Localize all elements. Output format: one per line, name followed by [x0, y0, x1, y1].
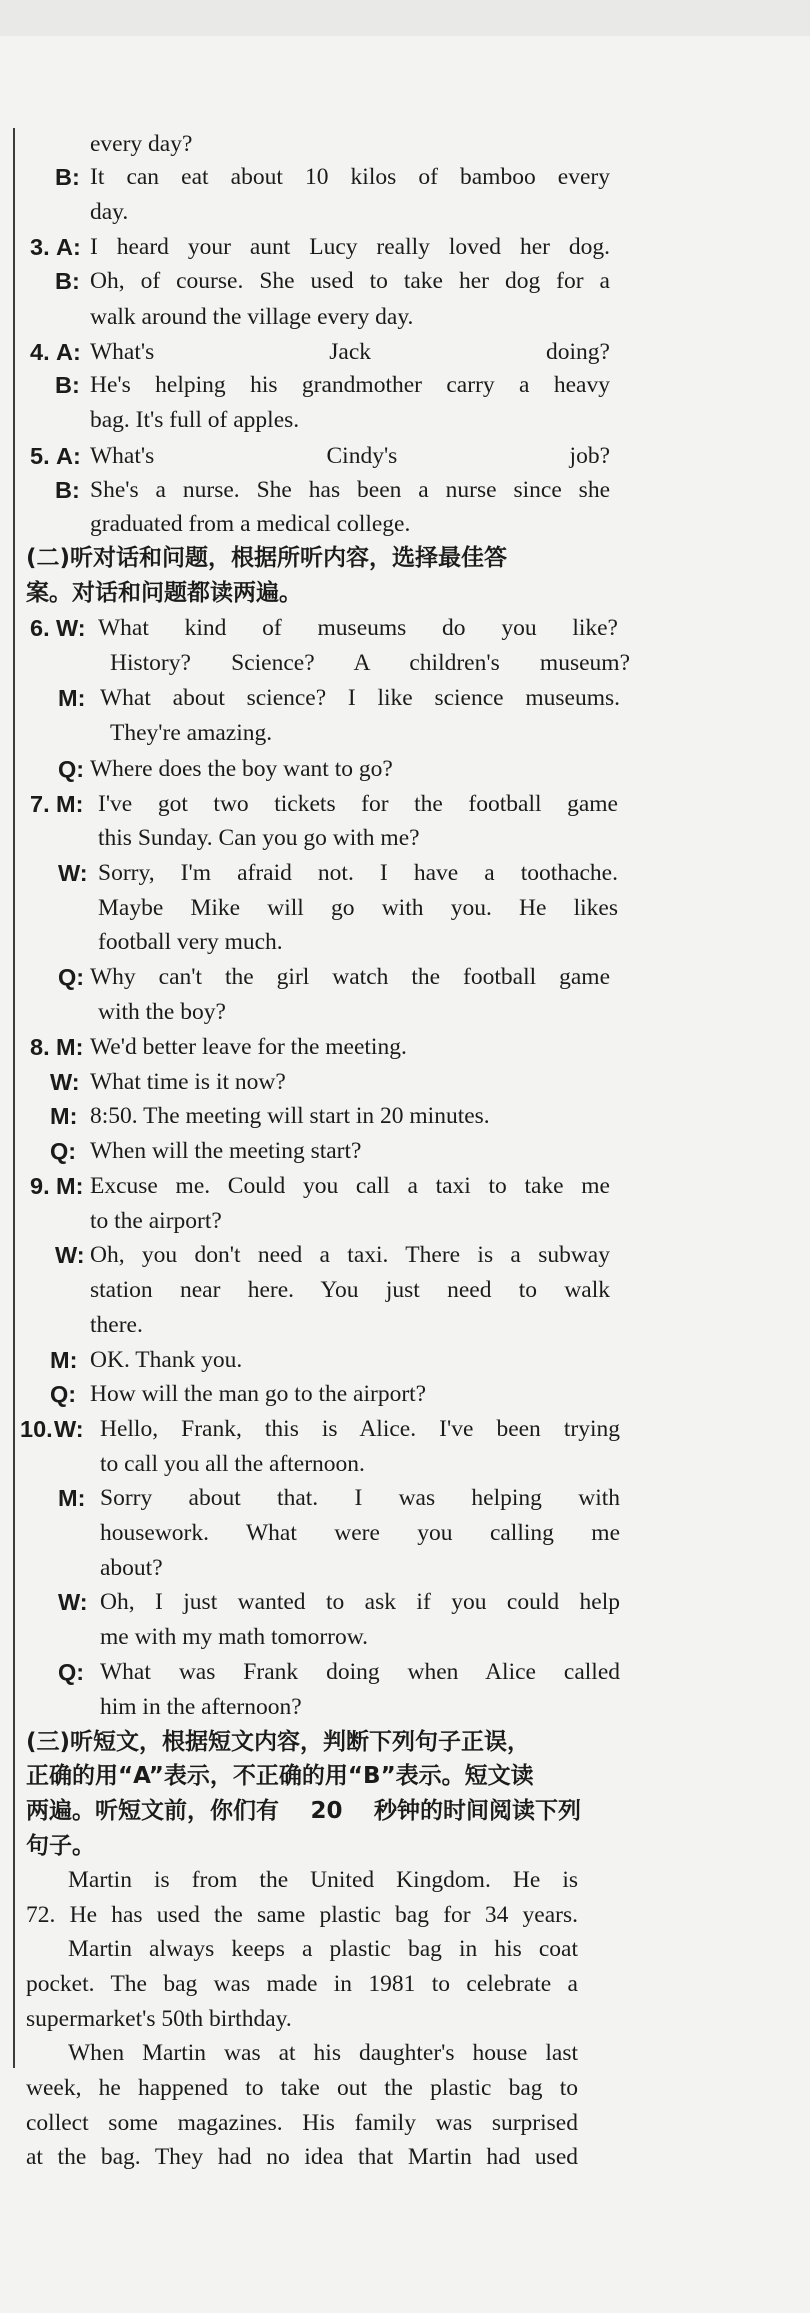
speaker-label: Q: — [50, 1138, 77, 1164]
line-text: I've got two tickets for the football game — [98, 791, 618, 817]
speaker-label: A: — [56, 443, 81, 469]
section-instruction: 正确的用“A”表示，不正确的用“B”表示。短文读 — [26, 1763, 534, 1789]
line-text: Maybe Mike will go with you. He likes — [98, 895, 618, 921]
line-text: When will the meeting start? — [90, 1138, 362, 1164]
speaker-label: W: — [55, 1242, 85, 1268]
line-text: about? — [100, 1555, 163, 1581]
line-text: housework. What were you calling me — [100, 1520, 620, 1546]
speaker-label: Q: — [58, 964, 85, 990]
speaker-label: Q: — [58, 756, 85, 782]
section-instruction: 案。对话和问题都读两遍。 — [26, 580, 302, 606]
line-text: Why can't the girl watch the football game — [90, 964, 610, 990]
speaker-label: M: — [56, 1034, 84, 1060]
line-text: When Martin was at his daughter's house last — [68, 2040, 578, 2066]
line-text: Sorry about that. I was helping with — [100, 1485, 620, 1511]
line-text: Excuse me. Could you call a taxi to take me — [90, 1173, 610, 1199]
line-text: Oh, I just wanted to ask if you could help — [100, 1589, 620, 1615]
line-text: graduated from a medical college. — [90, 511, 411, 537]
line-text: What kind of museums do you like? — [98, 615, 618, 641]
line-text: bag. It's full of apples. — [90, 407, 300, 433]
question-number: 8. — [30, 1034, 50, 1060]
question-number: 9. — [30, 1173, 50, 1199]
line-text: collect some magazines. His family was surprised — [26, 2110, 578, 2136]
line-text: What's Jack doing? — [90, 339, 610, 365]
line-text: week, he happened to take out the plastic bag to — [26, 2075, 578, 2101]
line-text: supermarket's 50th birthday. — [26, 2006, 292, 2032]
line-text: He's helping his grandmother carry a heavy — [90, 372, 610, 398]
speaker-label: M: — [56, 791, 84, 817]
section-instruction: (二)听对话和问题，根据所听内容，选择最佳答 — [26, 545, 508, 571]
question-number: 4. — [30, 339, 50, 365]
line-text: Oh, you don't need a taxi. There is a subway — [90, 1242, 610, 1268]
line-text: Sorry, I'm afraid not. I have a toothache. — [98, 860, 618, 886]
question-number: 10. — [20, 1416, 53, 1442]
line-text: It can eat about 10 kilos of bamboo every — [90, 164, 610, 190]
speaker-label: M: — [50, 1347, 78, 1373]
speaker-label: B: — [55, 268, 80, 294]
line-text: station near here. You just need to walk — [90, 1277, 610, 1303]
line-text: this Sunday. Can you go with me? — [98, 825, 420, 851]
line-text: me with my math tomorrow. — [100, 1624, 369, 1650]
margin-rule — [13, 128, 15, 2068]
line-text: day. — [90, 199, 129, 225]
line-text: at the bag. They had no idea that Martin had used — [26, 2144, 578, 2170]
line-text: walk around the village every day. — [90, 304, 414, 330]
question-number: 7. — [30, 791, 50, 817]
line-text: What about science? I like science museums. — [100, 685, 620, 711]
speaker-label: W: — [54, 1416, 84, 1442]
line-text: to call you all the afternoon. — [100, 1451, 365, 1477]
line-text: Martin is from the United Kingdom. He is — [68, 1867, 578, 1893]
section-instruction: 句子。 — [26, 1833, 95, 1859]
speaker-label: A: — [56, 234, 81, 260]
speaker-label: W: — [50, 1069, 80, 1095]
line-text: Hello, Frank, this is Alice. I've been trying — [100, 1416, 620, 1442]
speaker-label: M: — [50, 1103, 78, 1129]
line-text: 72. He has used the same plastic bag for 34 years. — [26, 1902, 578, 1928]
line-text: What was Frank doing when Alice called — [100, 1659, 620, 1685]
line-text: They're amazing. — [110, 720, 273, 746]
line-text: Where does the boy want to go? — [90, 756, 393, 782]
speaker-label: M: — [58, 685, 86, 711]
section-instruction: 两遍。听短文前，你们有 20 秒钟的时间阅读下列 — [26, 1798, 581, 1824]
speaker-label: A: — [56, 339, 81, 365]
section-instruction: (三)听短文，根据短文内容，判断下列句子正误， — [26, 1729, 531, 1755]
line-text: What time is it now? — [90, 1069, 286, 1095]
line-text: every day? — [90, 131, 193, 157]
speaker-label: Q: — [50, 1381, 77, 1407]
line-text: football very much. — [98, 929, 283, 955]
line-text: with the boy? — [98, 999, 226, 1025]
speaker-label: M: — [56, 1173, 84, 1199]
line-text: OK. Thank you. — [90, 1347, 243, 1373]
line-text: I heard your aunt Lucy really loved her dog. — [90, 234, 610, 260]
speaker-label: M: — [58, 1485, 86, 1511]
speaker-label: Q: — [58, 1659, 85, 1685]
question-number: 5. — [30, 443, 50, 469]
line-text: What's Cindy's job? — [90, 443, 610, 469]
speaker-label: B: — [55, 477, 80, 503]
line-text: Martin always keeps a plastic bag in his coat — [68, 1936, 578, 1962]
question-number: 6. — [30, 615, 50, 641]
top-margin — [0, 0, 810, 36]
speaker-label: W: — [58, 1589, 88, 1615]
question-number: 3. — [30, 234, 50, 260]
line-text: History? Science? A children's museum? — [110, 650, 630, 676]
line-text: How will the man go to the airport? — [90, 1381, 427, 1407]
line-text: 8:50. The meeting will start in 20 minutes. — [90, 1103, 490, 1129]
speaker-label: B: — [55, 164, 80, 190]
line-text: there. — [90, 1312, 143, 1338]
speaker-label: W: — [58, 860, 88, 886]
speaker-label: B: — [55, 372, 80, 398]
line-text: pocket. The bag was made in 1981 to celebrate a — [26, 1971, 578, 1997]
line-text: Oh, of course. She used to take her dog for a — [90, 268, 610, 294]
line-text: We'd better leave for the meeting. — [90, 1034, 407, 1060]
speaker-label: W: — [56, 615, 86, 641]
line-text: him in the afternoon? — [100, 1694, 302, 1720]
line-text: to the airport? — [90, 1208, 222, 1234]
line-text: She's a nurse. She has been a nurse since she — [90, 477, 610, 503]
